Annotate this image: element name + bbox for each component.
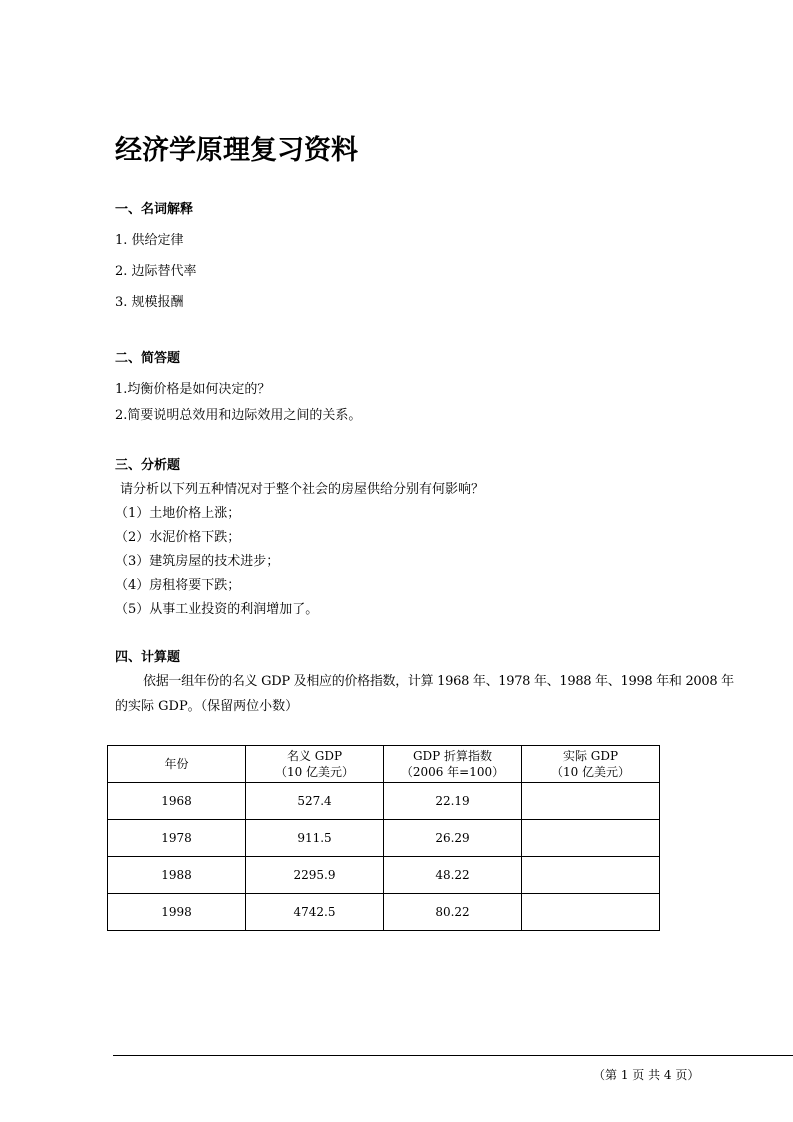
cell-deflator: 26.29 bbox=[384, 820, 522, 857]
header-sublabel: （2006 年=100） bbox=[400, 765, 505, 779]
cell-nominal-gdp: 911.5 bbox=[246, 820, 384, 857]
cell-nominal-gdp: 2295.9 bbox=[246, 857, 384, 894]
header-cell bbox=[108, 746, 246, 783]
cell-nominal-gdp: 527.4 bbox=[246, 783, 384, 820]
cell-deflator: 48.22 bbox=[384, 857, 522, 894]
paragraph-line: 的实际 GDP。（保留两位小数） bbox=[115, 699, 299, 714]
page-title: 经济学原理复习资料 bbox=[115, 135, 358, 166]
gdp-table bbox=[107, 745, 660, 931]
cell-real-gdp bbox=[522, 857, 660, 894]
paragraph-line: 依据一组年份的名义 GDP 及相应的价格指数，计算 1968 年、1978 年、1988 年、1998 年和 2008 年 bbox=[143, 674, 734, 689]
header-cell bbox=[384, 746, 522, 783]
table-row bbox=[108, 894, 660, 931]
header-sublabel: （10 亿美元） bbox=[274, 765, 355, 779]
list-item: 2. 边际替代率 bbox=[115, 264, 197, 279]
header-sublabel: （10 亿美元） bbox=[550, 765, 631, 779]
footer-divider bbox=[113, 1055, 793, 1056]
table-header-row bbox=[108, 746, 660, 783]
cell-deflator: 80.22 bbox=[384, 894, 522, 931]
list-item: （1）土地价格上涨； bbox=[115, 506, 241, 521]
list-item: （3）建筑房屋的技术进步； bbox=[115, 554, 280, 569]
header-label: 年份 bbox=[164, 757, 189, 771]
cell-year: 1988 bbox=[108, 857, 246, 894]
list-item: （5）从事工业投资的利润增加了。 bbox=[115, 602, 319, 617]
cell-real-gdp bbox=[522, 894, 660, 931]
cell-real-gdp bbox=[522, 783, 660, 820]
section-heading: 一、名词解释 bbox=[115, 202, 194, 217]
section-heading: 四、计算题 bbox=[115, 650, 181, 665]
list-item: （2）水泥价格下跌； bbox=[115, 530, 241, 545]
table-row bbox=[108, 783, 660, 820]
list-item: （4）房租将要下跌； bbox=[115, 578, 241, 593]
header-cell bbox=[246, 746, 384, 783]
cell-year: 1978 bbox=[108, 820, 246, 857]
section-heading: 二、简答题 bbox=[115, 351, 181, 366]
list-item: 请分析以下列五种情况对于整个社会的房屋供给分别有何影响？ bbox=[120, 482, 485, 497]
table-row bbox=[108, 857, 660, 894]
cell-deflator: 22.19 bbox=[384, 783, 522, 820]
list-item: 3. 规模报酬 bbox=[115, 295, 184, 310]
header-label: 实际 GDP bbox=[562, 749, 619, 763]
header-label: GDP 折算指数 bbox=[412, 749, 493, 763]
cell-nominal-gdp: 4742.5 bbox=[246, 894, 384, 931]
header-label: 名义 GDP bbox=[286, 749, 343, 763]
section-heading: 三、分析题 bbox=[115, 458, 181, 473]
page-number: （第 1 页 共 4 页） bbox=[593, 1068, 700, 1082]
list-item: 2.简要说明总效用和边际效用之间的关系。 bbox=[115, 408, 362, 423]
cell-year: 1998 bbox=[108, 894, 246, 931]
cell-real-gdp bbox=[522, 820, 660, 857]
cell-year: 1968 bbox=[108, 783, 246, 820]
list-item: 1.均衡价格是如何决定的？ bbox=[115, 382, 271, 397]
header-cell bbox=[522, 746, 660, 783]
list-item: 1. 供给定律 bbox=[115, 233, 184, 248]
table-row bbox=[108, 820, 660, 857]
